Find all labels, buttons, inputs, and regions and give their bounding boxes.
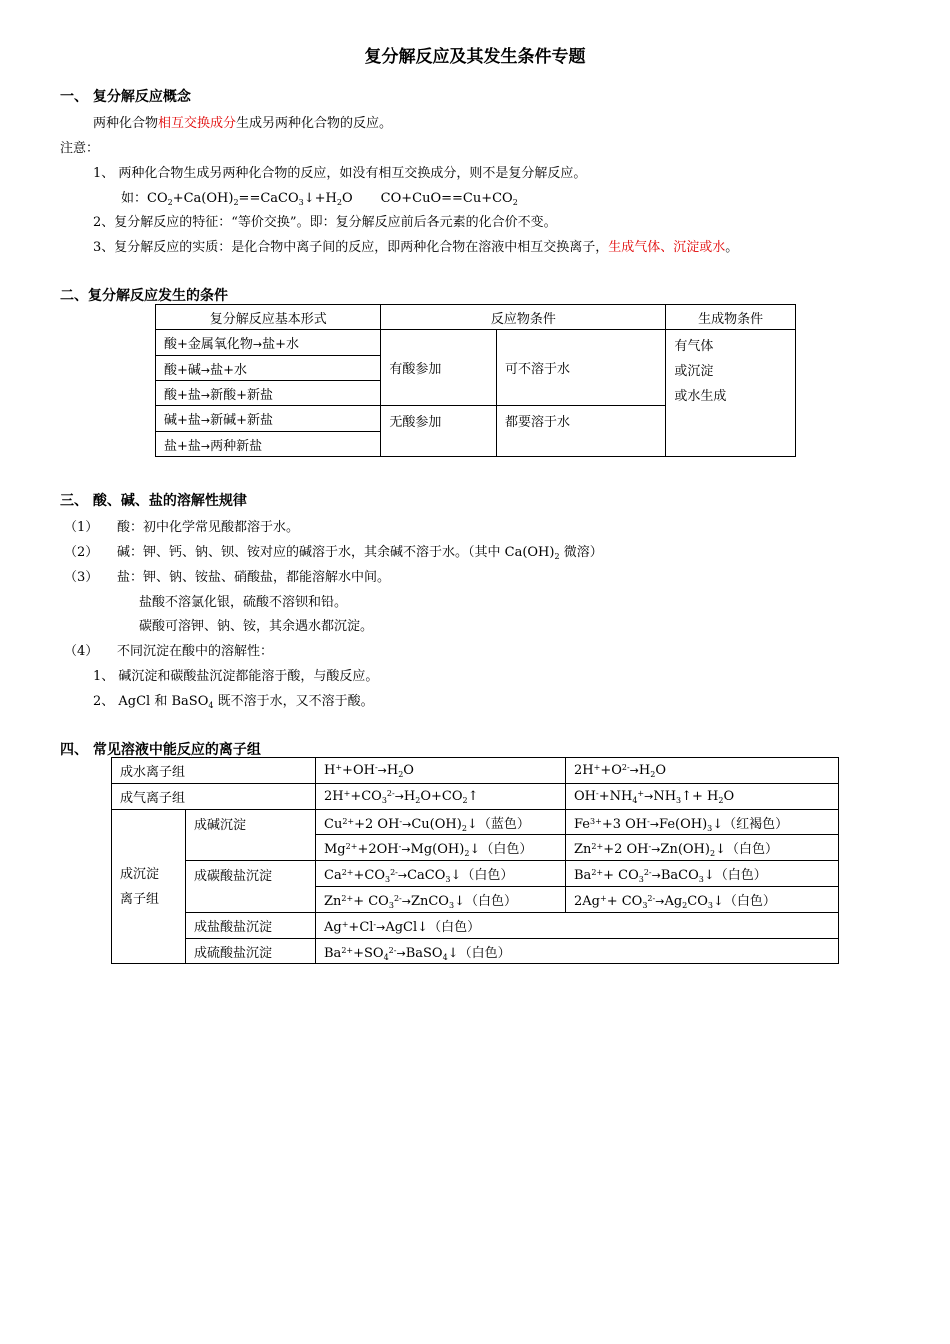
rule-2: 碱：钾、钙、钠、钡、铵对应的碱溶于水，其余碱不溶于水。（其中 $Ca(OH)_2$ 微溶） [117,545,603,561]
rule-3-line2: 盐酸不溶氯化银，硫酸不溶钡和铅。 [139,595,348,610]
ion-cell: $Cu^{2+}+2$ $OH^-\to Cu(OH)_2↓$（蓝色） [316,810,566,835]
header-form: 复分解反应基本形式 [156,305,381,330]
rule-1-number: （1） [64,520,99,535]
section2-heading: 二、复分解反应发生的条件 [60,288,228,304]
rule-4: 不同沉淀在酸中的溶解性： [117,644,274,659]
header-product: 生成物条件 [666,305,796,330]
sulfate-precip-label: 成硫酸盐沉淀 [186,939,316,964]
section3-heading: 三、 酸、碱、盐的溶解性规律 [60,493,247,509]
section1-heading: 一、 复分解反应概念 [60,89,191,105]
ion-cell: $2H^++CO_3^{2-}\to H_2O+CO_2↑$ [316,784,566,810]
note-3-highlight: 生成气体、沉淀或水 [608,240,726,255]
rule-3: 盐：钾、钠、铵盐、硝酸盐，都能溶解水中间。 [117,570,391,585]
definition-highlight: 相互交换成分 [158,116,237,131]
precip-label: 成沉淀 离子组 [112,810,186,964]
ion-cell: Ag++Cl-→AgCl↓（白色） [316,913,839,939]
form-row: 酸+盐→新酸+新盐 [156,381,381,406]
acid-no: 无酸参加 [381,406,497,457]
product-condition: 有气体 或沉淀 或水生成 [666,330,796,457]
acid-yes: 有酸参加 [381,330,497,406]
ion-cell: $Ba^{2+}+SO_4^{2-}\to BaSO_4↓$（白色） [316,939,839,964]
note-1-example: 如：$CO_2+Ca(OH)_2==CaCO_3↓+H_2O$ $CO+CuO==Cu+CO_2$ [121,191,518,207]
note-2: 2、复分解反应的特征：“等价交换”。即：复分解反应前后各元素的化合价不变。 [93,215,557,230]
ion-cell: $OH^-+NH_4^+\to NH_3↑+ H_2O$ [566,784,839,810]
ion-cell: $2H^++O^{2-}\to H_2O$ [566,758,839,784]
rule-4-item1: 1、 碱沉淀和碳酸盐沉淀都能溶于酸，与酸反应。 [93,669,379,684]
ion-table [111,757,839,964]
ion-cell: $Mg^{2+}+2OH^-\to Mg(OH)_2↓$（白色） [316,835,566,861]
form-row: 碱+盐→新碱+新盐 [156,406,381,432]
note-1: 1、 两种化合物生成另两种化合物的反应，如没有相互交换成分，则不是复分解反应。 [93,166,587,181]
rule-3-line3: 碳酸可溶钾、钠、铵，其余遇水都沉淀。 [139,619,374,634]
carbonate-precip-label: 成碳酸盐沉淀 [186,861,316,913]
rule-2-number: （2） [64,545,99,560]
form-row: 酸+金属氧化物→盐+水 [156,330,381,356]
note-label: 注意： [60,141,100,156]
ion-cell: $2Ag^++ CO_3^{2-}\to Ag_2CO_3↓$（白色） [566,887,839,913]
chloride-precip-label: 成盐酸盐沉淀 [186,913,316,939]
form-row: 酸+碱→盐+水 [156,356,381,381]
note-3: 3、复分解反应的实质：是化合物中离子间的反应，即两种化合物在溶液中相互交换离子，生成气体、沉淀或水。 [93,240,739,255]
water-label: 成水离子组 [112,758,316,784]
ion-cell: $Fe^{3+}+3$ $OH^-\to Fe(OH)_3↓$（红褐色） [566,810,839,835]
ion-cell: $Zn^{2+}+2$ $OH^-\to Zn(OH)_2↓$（白色） [566,835,839,861]
section4-heading: 四、 常见溶液中能反应的离子组 [60,742,261,758]
definition: 两种化合物相互交换成分生成另两种化合物的反应。 [93,116,393,131]
conditions-table [155,304,796,457]
rule-1: 酸：初中化学常见酸都溶于水。 [117,520,300,535]
page-title: 复分解反应及其发生条件专题 [364,47,586,67]
header-reactant: 反应物条件 [381,305,666,330]
rule-4-number: （4） [64,644,99,659]
ion-cell: $H^++OH^-\to H_2O$ [316,758,566,784]
ion-cell: $Zn^{2+}+$ $CO_3^{2-}\to ZnCO_3↓$（白色） [316,887,566,913]
rule-3-number: （3） [64,570,99,585]
rule-4-item2: 2、 AgCl 和 BaSO$_4$ 既不溶于水，又不溶于酸。 [93,694,374,710]
base-precip-label: 成碱沉淀 [186,810,316,861]
form-row: 盐+盐→两种新盐 [156,432,381,457]
ion-cell: $Ba^{2+}+$ $CO_3^{2-}\to BaCO_3↓$（白色） [566,861,839,887]
soluble: 都要溶于水 [497,406,666,457]
ion-cell: $Ca^{2+}+CO_3^{2-}\to CaCO_3↓$（白色） [316,861,566,887]
insoluble: 可不溶于水 [497,330,666,406]
gas-label: 成气离子组 [112,784,316,810]
